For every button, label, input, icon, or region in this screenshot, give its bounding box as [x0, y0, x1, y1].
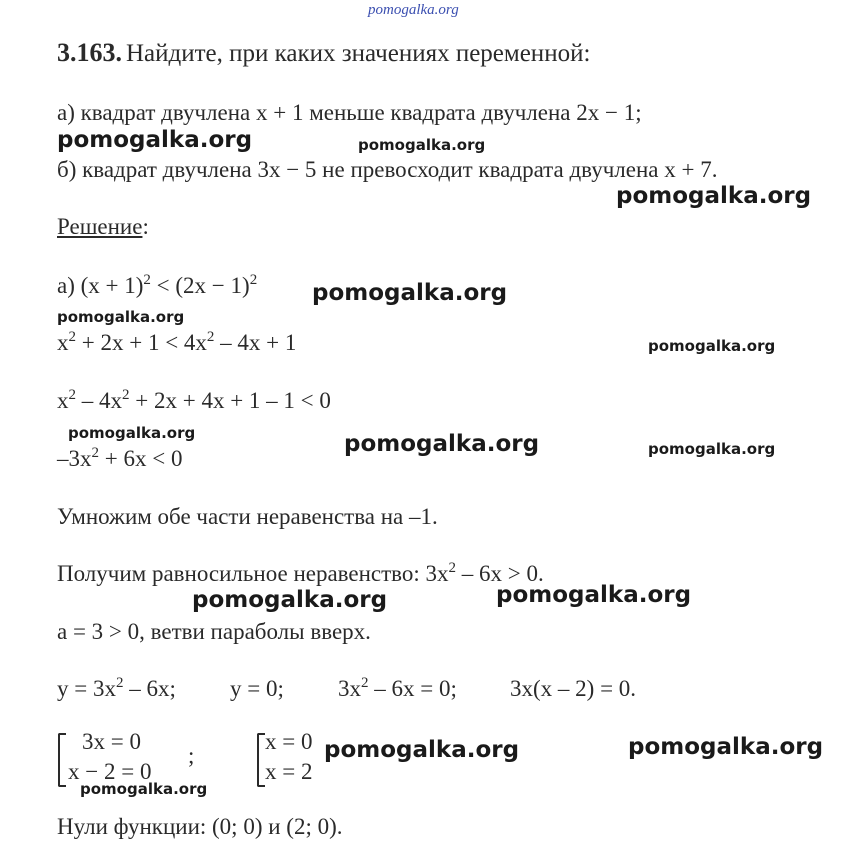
system-1-line-1: 3x = 0 [82, 729, 141, 754]
step-2 [57, 330, 296, 356]
term: Получим равносильное неравенство: 3x [57, 561, 449, 586]
watermark: pomogalka.org [344, 431, 540, 457]
exponent: 2 [249, 272, 258, 288]
watermark: pomogalka.org [312, 280, 508, 306]
watermark: pomogalka.org [192, 587, 388, 613]
exponent: 2 [115, 675, 124, 691]
step-3 [57, 388, 331, 414]
system-2-line-2: x = 2 [265, 759, 313, 784]
step-1-right: < (2x − 1) [150, 273, 250, 298]
equation-y-zero: y = 0; [230, 676, 284, 701]
step-1 [57, 273, 257, 299]
term: – 4x [76, 388, 122, 413]
equation-quadratic [338, 676, 457, 702]
term: – 6x > 0. [456, 561, 544, 586]
term: + 6x < 0 [99, 446, 183, 471]
system-separator: ; [188, 743, 195, 768]
watermark: pomogalka.org [80, 780, 208, 798]
exponent: 2 [68, 387, 76, 403]
solution-colon: : [142, 214, 149, 239]
watermark: pomogalka.org [57, 127, 253, 153]
term: x [57, 330, 69, 355]
exponent: 2 [361, 675, 369, 691]
exponent: 2 [91, 445, 99, 461]
watermark: pomogalka.org [358, 136, 486, 154]
term: – 6x; [123, 676, 176, 701]
term: y = 3x [57, 676, 116, 701]
system-2-line-1: x = 0 [265, 729, 313, 754]
exponent: 2 [143, 272, 151, 288]
problem-title [57, 38, 590, 68]
solution-label: Решение [57, 214, 143, 239]
term: + 2x + 4x + 1 – 1 < 0 [129, 388, 331, 413]
term: –3x [57, 446, 92, 471]
watermark: pomogalka.org [57, 308, 185, 326]
zeros-text: Нули функции: (0; 0) и (2; 0). [57, 814, 343, 839]
task-b: б) квадрат двучлена 3x − 5 не превосходит квадрата двучлена x + 7. [57, 157, 718, 182]
watermark-top: pomogalka.org [368, 2, 459, 18]
exponent: 2 [448, 560, 457, 576]
problem-statement: Найдите, при каких значениях переменной: [126, 40, 591, 67]
watermark: pomogalka.org [628, 734, 824, 760]
step-1-left: а) (x + 1) [57, 273, 144, 298]
term: 3x [338, 676, 361, 701]
step-4 [57, 446, 182, 472]
system-1-line-2: x − 2 = 0 [68, 759, 152, 784]
term: – 6x = 0; [368, 676, 457, 701]
watermark: pomogalka.org [496, 582, 692, 608]
problem-number: 3.163. [57, 38, 122, 67]
multiply-text: Умножим обе части неравенства на –1. [57, 504, 438, 529]
watermark: pomogalka.org [68, 424, 196, 442]
exponent: 2 [122, 387, 130, 403]
task-a: а) квадрат двучлена x + 1 меньше квадрата двучлена 2x − 1; [57, 100, 642, 125]
system-bracket [257, 733, 265, 787]
equivalent-inequality [57, 561, 544, 587]
equation-y [57, 676, 176, 702]
watermark: pomogalka.org [324, 737, 520, 763]
solution-heading [57, 214, 149, 240]
watermark: pomogalka.org [648, 337, 776, 355]
equation-factored: 3x(x – 2) = 0. [510, 676, 637, 701]
term: x [57, 388, 69, 413]
exponent: 2 [206, 329, 215, 345]
system-bracket [58, 733, 66, 787]
parabola-text: a = 3 > 0, ветви параболы вверх. [57, 619, 371, 644]
term: + 2x + 1 < 4x [76, 330, 207, 355]
watermark: pomogalka.org [648, 440, 776, 458]
exponent: 2 [68, 329, 76, 345]
term: – 4x + 1 [214, 330, 297, 355]
watermark: pomogalka.org [616, 183, 812, 209]
